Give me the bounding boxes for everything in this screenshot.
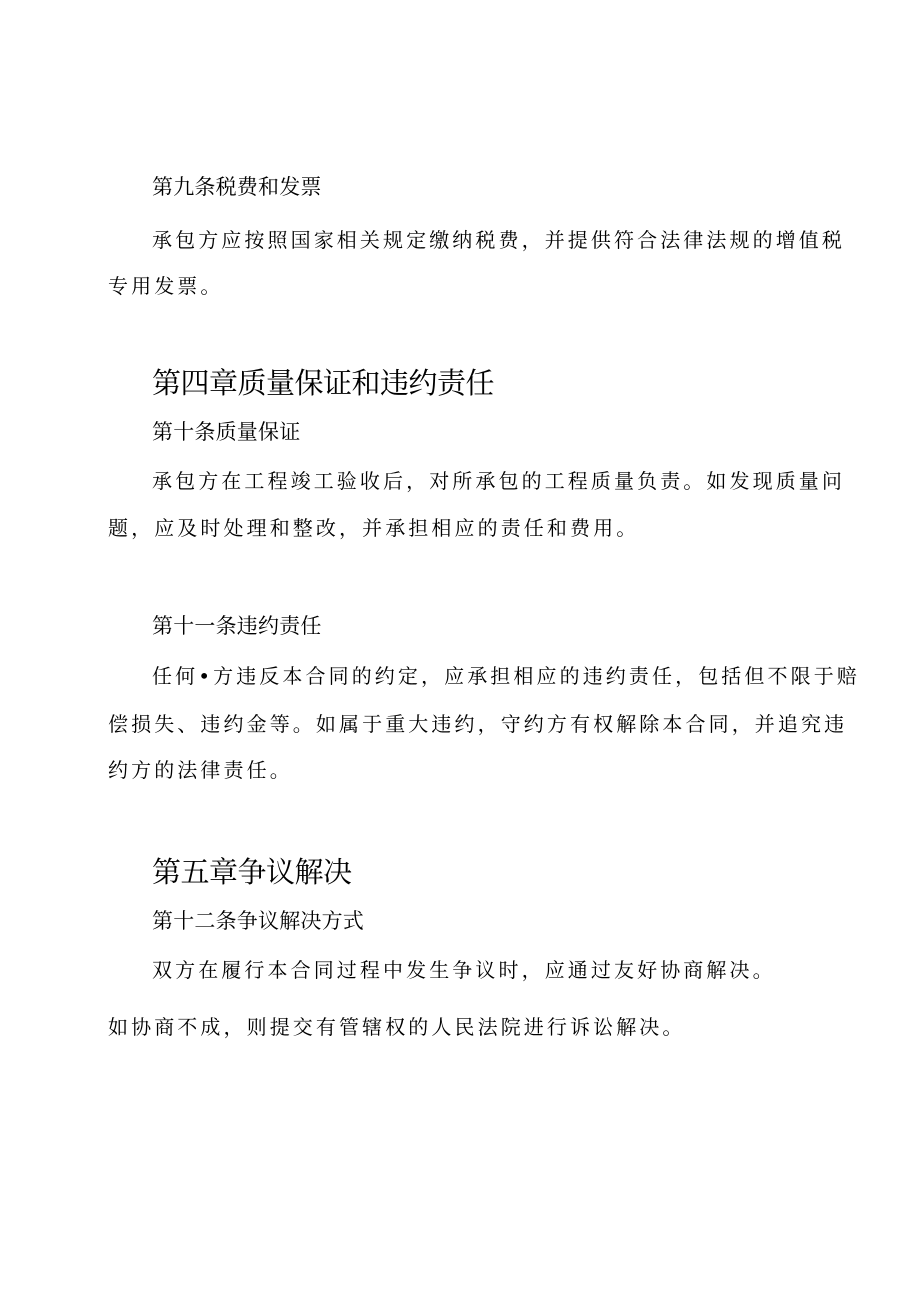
article-title-9: 第九条税费和发票 xyxy=(152,175,322,199)
chapter-title-5: 第五章争议解决 xyxy=(152,855,352,889)
article-10-line-1: 承包方在工程竣工验收后，对所承包的工程质量负责。如发现质量问 xyxy=(152,469,845,493)
article-9-line-2: 专用发票。 xyxy=(108,274,224,298)
article-11-line-2: 偿损失、违约金等。如属于重大违约，守约方有权解除本合同，并追究违 xyxy=(108,712,848,736)
article-11-line-3: 约方的法律责任。 xyxy=(108,758,293,782)
chapter-title-4: 第四章质量保证和违约责任 xyxy=(152,366,495,400)
article-12-line-1: 双方在履行本合同过程中发生争议时，应通过友好协商解决。 xyxy=(152,958,776,982)
article-title-12: 第十二条争议解决方式 xyxy=(152,909,364,933)
article-title-10: 第十条质量保证 xyxy=(152,420,301,444)
article-11-line-1: 任何•方违反本合同的约定，应承担相应的违约责任，包括但不限于赔 xyxy=(152,664,860,688)
article-10-line-2: 题，应及时处理和整改，并承担相应的责任和费用。 xyxy=(108,516,640,540)
article-9-line-1: 承包方应按照国家相关规定缴纳税费，并提供符合法律法规的增值税 xyxy=(152,228,845,252)
article-title-11: 第十一条违约责任 xyxy=(152,614,322,638)
article-12-line-2: 如协商不成，则提交有管辖权的人民法院进行诉讼解决。 xyxy=(108,1015,686,1039)
